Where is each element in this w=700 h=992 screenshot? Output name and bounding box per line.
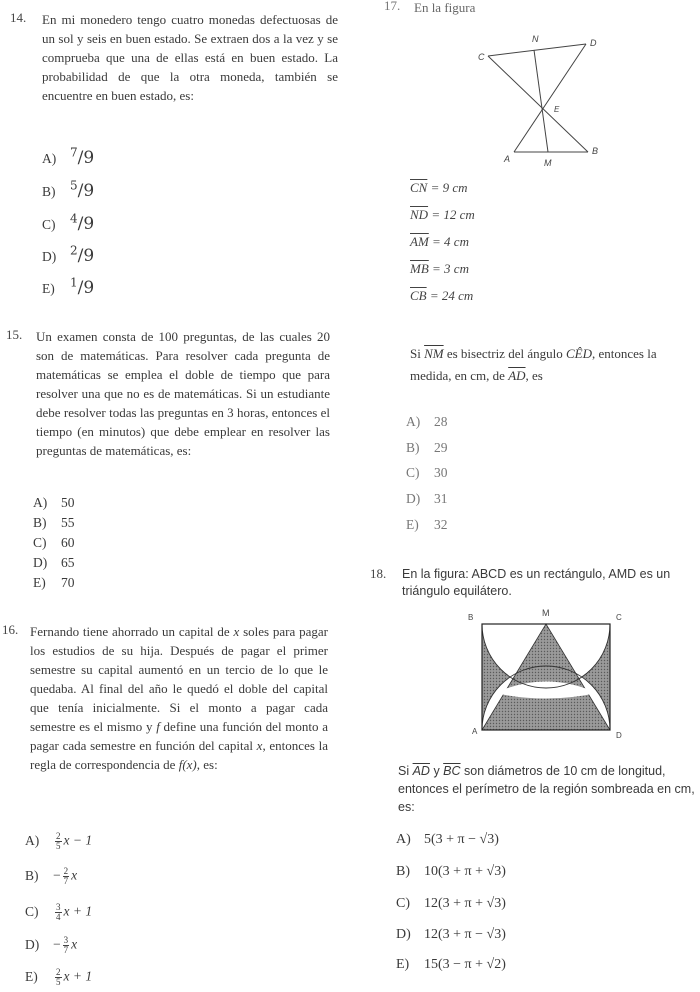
measure-am: $\overline{AM} = 4$ cm — [410, 234, 469, 249]
q18-option-e[interactable]: E) 15(3 − π + √2) — [396, 957, 506, 972]
question-15-text: Un examen consta de 100 preguntas, de las cuales 20 son de matemáticas. Para resolver cada pregunta de matemáticas se emplea el doble de tiempo que para resolver una que no es de matemáticas. Si un estudiante debe resolver todas las preguntas en 3 horas, entonces el tiempo (en minutos) que debe emplear en resolver las preguntas de matemáticas, es: — [36, 329, 330, 458]
label-d: D — [616, 731, 622, 740]
q15-option-d[interactable]: D) 65 — [33, 555, 75, 570]
q16-option-b[interactable]: B) − $\frac{2}{7}$ x — [25, 866, 78, 886]
label-c: C — [478, 52, 485, 62]
q18-option-a[interactable]: A) 5(3 + π − √3) — [396, 832, 499, 847]
segment-da — [514, 44, 586, 152]
label-a: A — [472, 727, 478, 736]
label-e: E — [554, 105, 560, 114]
q18-option-b[interactable]: B) 10(3 + π + √3) — [396, 864, 506, 879]
label-m: M — [544, 158, 552, 168]
question-14-number: 14. — [10, 10, 27, 25]
q16-option-c[interactable]: C) $\frac{3}{4}$ x + 1 — [25, 902, 93, 922]
question-14-text: En mi monedero tengo cuatro monedas defectuosas de un sol y seis en buen estado. Se extraen dos a la vez y se comprueba que una de ellas está en buen estado. La probabilidad de que la otra moneda, también se encuentre en buen estado, es: — [42, 12, 338, 103]
q18-option-c[interactable]: C) 12(3 + π + √3) — [396, 896, 506, 911]
question-17-intro: En la figura — [414, 0, 476, 15]
q17-option-c[interactable]: C) 30 — [406, 465, 448, 480]
q15-option-a[interactable]: A) 50 — [33, 495, 75, 510]
q14-option-e[interactable]: E) $^1$/9 — [42, 275, 95, 298]
label-n: N — [532, 34, 539, 44]
label-c: C — [616, 613, 622, 622]
q14-option-b[interactable]: B) $^5$/9 — [42, 178, 95, 201]
measure-cb: $\overline{CB} = 24$ cm — [410, 288, 474, 303]
q18-option-d[interactable]: D) 12(3 + π − √3) — [396, 927, 506, 942]
q17-figure — [468, 28, 608, 178]
question-16-text: Fernando tiene ahorrado un capital de x soles para pagar los estudios de su hija. Después de pagar el primer semestre su capital aumentó en un tercio de lo que le quedaba. Al final del año le quedó el doble del capital que tenía inicialmente. Si el monto a pagar cada semestre es el mismo y f define una función del monto a pagar cada semestre en función del capital x, entonces la regla de correspondencia de f(x), es: — [30, 624, 328, 772]
q18-figure — [468, 608, 628, 742]
q15-option-b[interactable]: B) 55 — [33, 515, 75, 530]
measure-mb: $\overline{MB} = 3$ cm — [410, 261, 469, 276]
label-b: B — [592, 146, 599, 156]
question-18-intro: En la figura: ABCD es un rectángulo, AMD es un triángulo equilátero. — [402, 567, 671, 598]
segment-nm — [534, 50, 548, 152]
q17-option-b[interactable]: B) 29 — [406, 440, 448, 455]
q16-option-e[interactable]: E) $\frac{2}{5}$ x + 1 — [25, 967, 93, 987]
q15-option-e[interactable]: E) 70 — [33, 575, 75, 590]
question-18-text: Si $\overline{AD}$ y $\overline{BC}$ son diámetros de 10 cm de longitud, entonces el perímetro de la región sombreada en cm, es: — [398, 764, 695, 814]
q14-option-d[interactable]: D) $^2$/9 — [42, 243, 95, 266]
measure-cn: $\overline{CN} = 9$ cm — [410, 180, 468, 195]
question-18-number: 18. — [370, 566, 387, 581]
label-d: D — [590, 38, 597, 48]
q15-option-c[interactable]: C) 60 — [33, 535, 75, 550]
question-16-number: 16. — [2, 622, 19, 637]
q14-option-a[interactable]: A) $^7$/9 — [42, 145, 95, 168]
question-17-text: Si $\overline{NM}$ es bisectriz del ángulo CÊD, entonces la medida, en cm, de $\overline{AD}$, es — [410, 346, 657, 383]
q17-option-a[interactable]: A) 28 — [406, 414, 448, 429]
segment-cb — [488, 56, 588, 152]
label-a: A — [504, 154, 511, 164]
q17-option-e[interactable]: E) 32 — [406, 517, 448, 532]
label-m: M — [542, 608, 550, 618]
label-b: B — [468, 613, 474, 622]
q16-option-d[interactable]: D) − $\frac{3}{7}$ x — [25, 935, 78, 955]
q14-option-c[interactable]: C) $^4$/9 — [42, 211, 95, 234]
segment-cd — [488, 44, 586, 56]
measure-nd: $\overline{ND} = 12$ cm — [410, 207, 475, 222]
q16-option-a[interactable]: A) $\frac{2}{5}$ x − 1 — [25, 831, 93, 851]
question-17-number: 17. — [384, 0, 401, 13]
q17-option-d[interactable]: D) 31 — [406, 491, 448, 506]
question-15-number: 15. — [6, 327, 23, 342]
